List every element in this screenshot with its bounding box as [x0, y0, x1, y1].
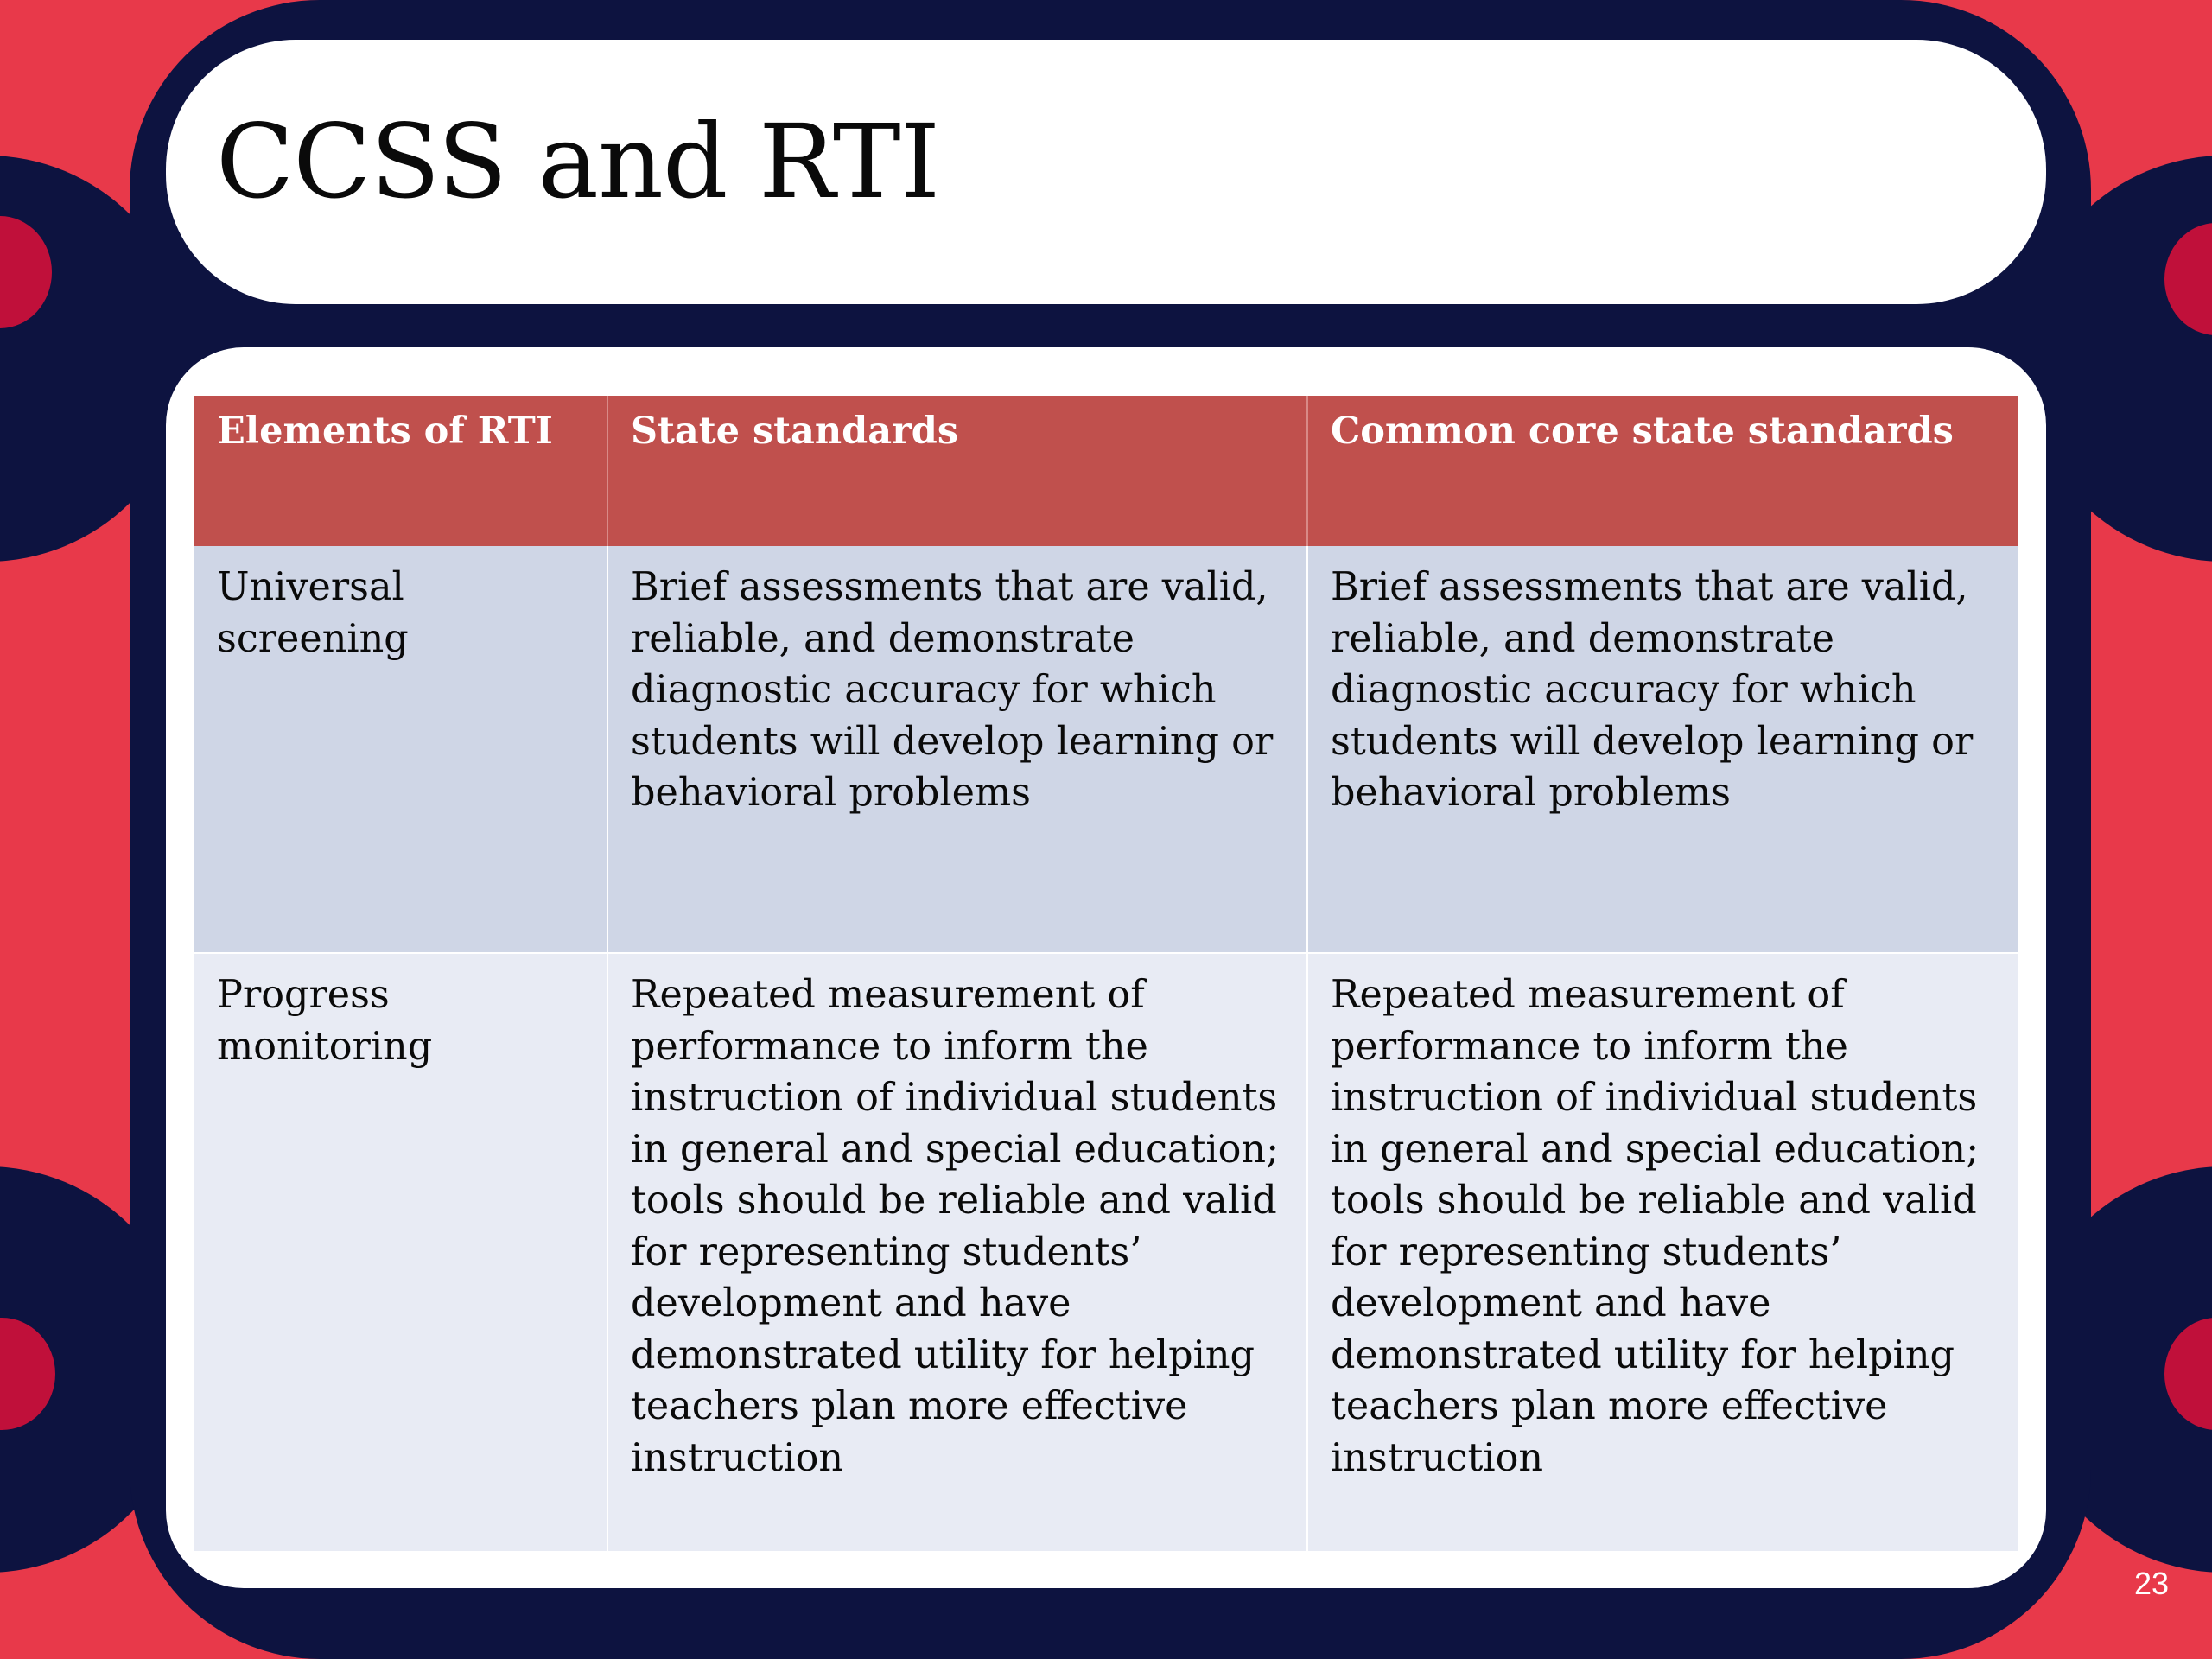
cell-state-standards: Brief assessments that are valid, reliable, and demonstrate diagnostic accuracy for which students will develop learning or behavioral problems	[607, 546, 1307, 953]
table-row	[194, 546, 2018, 953]
slide-title: CCSS and RTI	[216, 102, 940, 221]
table-row	[194, 953, 2018, 1551]
cell-state-standards: Repeated measurement of performance to inform the instruction of individual students in general and special education; tools should be reliable and valid for representing students’ development and have demonstrated utility for helping teachers plan more effective instruction	[607, 953, 1307, 1551]
header-state-standards: State standards	[607, 396, 1307, 546]
slide-number: 23	[2133, 1566, 2169, 1601]
rti-comparison-table	[194, 396, 2018, 1551]
cell-element: Progress monitoring	[194, 953, 607, 1551]
cell-common-core: Brief assessments that are valid, reliable, and demonstrate diagnostic accuracy for which students will develop learning or behavioral problems	[1307, 546, 2018, 953]
cell-element: Universal screening	[194, 546, 607, 953]
table-header-row	[194, 396, 2018, 546]
header-common-core-standards: Common core state standards	[1307, 396, 2018, 546]
cell-common-core: Repeated measurement of performance to inform the instruction of individual students in general and special education; tools should be reliable and valid for representing students’ development and have demonstrated utility for helping teachers plan more effective instruction	[1307, 953, 2018, 1551]
header-elements-of-rti: Elements of RTI	[194, 396, 607, 546]
